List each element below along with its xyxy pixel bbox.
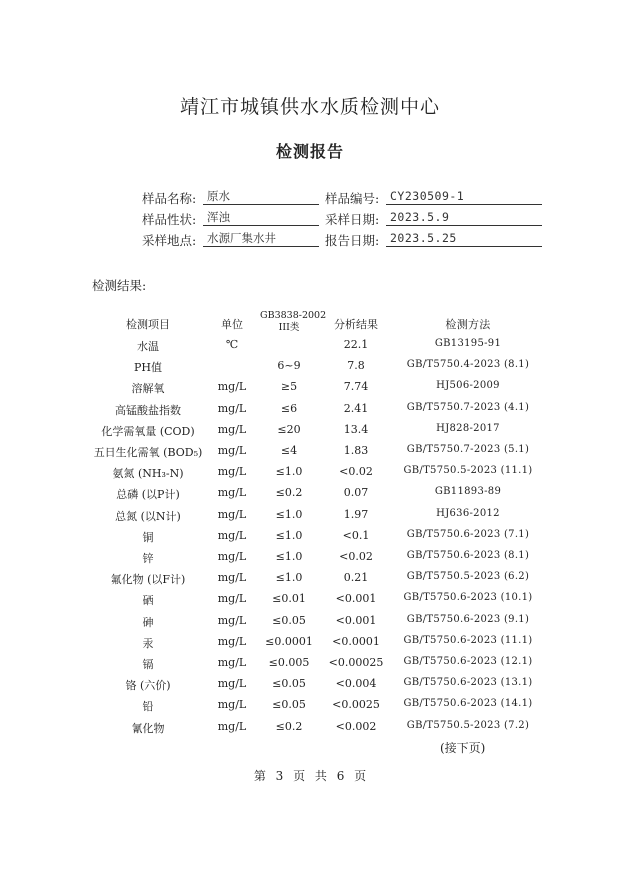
cell-result: <0.02: [339, 550, 373, 563]
sampling-date-label: 采样日期:: [325, 212, 380, 227]
cell-item: 氨氮 (NH₃-N): [112, 467, 184, 480]
cell-item: 五日生化需氧 (BOD₅): [93, 446, 203, 459]
cell-standard: ≤0.01: [272, 592, 306, 605]
cell-method: GB/T5750.6-2023 (9.1): [406, 614, 530, 625]
cell-item: 汞: [142, 637, 154, 650]
sample-state-label: 样品性状:: [142, 212, 197, 227]
cell-item: 总磷 (以P计): [116, 488, 180, 501]
cell-result: <0.0025: [332, 698, 380, 711]
cell-method: GB/T5750.5-2023 (6.2): [406, 571, 530, 582]
cell-standard: ≤4: [280, 444, 298, 457]
cell-item: 化学需氧量 (COD): [101, 425, 195, 438]
cell-result: 13.4: [343, 423, 369, 436]
cell-method: GB11893-89: [434, 486, 502, 497]
cell-method: GB/T5750.6-2023 (14.1): [403, 698, 533, 709]
cell-result: <0.02: [339, 465, 373, 478]
cell-result: 1.83: [343, 444, 369, 457]
cell-method: GB/T5750.6-2023 (11.1): [403, 635, 533, 646]
report-date-value: 2023.5.25: [386, 231, 542, 247]
cell-item: 高锰酸盐指数: [115, 404, 181, 417]
cell-method: HJ506-2009: [436, 380, 500, 391]
cell-standard: 6~9: [277, 359, 301, 372]
header-unit: 单位: [221, 318, 243, 331]
cell-unit: mg/L: [217, 635, 247, 648]
cell-unit: ℃: [225, 338, 239, 351]
cell-method: GB13195-91: [434, 338, 502, 349]
organization-title: 靖江市城镇供水水质检测中心: [179, 96, 440, 118]
cell-standard: ≤1.0: [275, 529, 303, 542]
cell-unit: mg/L: [217, 402, 247, 415]
sampling-location-label: 采样地点:: [142, 233, 197, 248]
cell-unit: mg/L: [217, 592, 247, 605]
cell-result: <0.00025: [328, 656, 384, 669]
cell-unit: mg/L: [217, 614, 247, 627]
cell-standard: ≥5: [280, 380, 298, 393]
cell-result: 7.74: [343, 380, 369, 393]
cell-method: GB/T5750.6-2023 (13.1): [403, 677, 533, 688]
cell-item: 总氮 (以N计): [115, 510, 181, 523]
cell-result: <0.004: [335, 677, 377, 690]
header-standard-line1: GB3838-2002: [260, 310, 327, 321]
cell-standard: ≤0.005: [268, 656, 310, 669]
cell-method: GB/T5750.6-2023 (8.1): [406, 550, 530, 561]
cell-result: 7.8: [347, 359, 365, 372]
cell-item: 锌: [142, 552, 154, 565]
page-number: 第 3 页 共 6 页: [253, 769, 367, 783]
cell-result: 2.41: [343, 402, 369, 415]
cell-standard: ≤0.05: [272, 614, 306, 627]
cell-standard: ≤6: [280, 402, 298, 415]
header-item: 检测项目: [126, 318, 170, 331]
cell-unit: mg/L: [217, 380, 247, 393]
cell-standard: ≤0.0001: [265, 635, 313, 648]
cell-unit: mg/L: [217, 423, 247, 436]
cell-method: HJ828-2017: [436, 423, 500, 434]
header-result: 分析结果: [334, 318, 378, 331]
cell-unit: mg/L: [217, 508, 247, 521]
report-title: 检测报告: [275, 142, 344, 161]
cell-standard: ≤0.05: [272, 698, 306, 711]
cell-unit: mg/L: [217, 486, 247, 499]
cell-item: 硒: [142, 594, 154, 607]
header-method: 检测方法: [445, 318, 491, 331]
cell-unit: mg/L: [217, 656, 247, 669]
cell-method: GB/T5750.6-2023 (10.1): [403, 592, 533, 603]
sample-state-value: 浑浊: [203, 210, 319, 226]
cell-method: GB/T5750.4-2023 (8.1): [406, 359, 530, 370]
sample-code-label: 样品编号:: [325, 191, 380, 206]
cell-item: PH值: [134, 361, 162, 374]
cell-result: <0.002: [335, 720, 377, 733]
cell-method: GB/T5750.6-2023 (7.1): [406, 529, 530, 540]
cell-unit: mg/L: [217, 698, 247, 711]
cell-item: 砷: [142, 616, 154, 629]
cell-item: 镉: [142, 658, 154, 671]
cell-unit: mg/L: [217, 465, 247, 478]
sampling-date-value: 2023.5.9: [386, 210, 542, 226]
cell-result: <0.0001: [332, 635, 380, 648]
cell-standard: ≤0.2: [275, 486, 303, 499]
cell-result: 0.07: [343, 486, 369, 499]
continued-note: (接下页): [440, 741, 486, 755]
cell-item: 氟化物 (以F计): [110, 573, 186, 586]
results-label: 检测结果:: [92, 278, 147, 293]
cell-method: HJ636-2012: [436, 508, 500, 519]
sample-code-value: CY230509-1: [386, 189, 542, 205]
cell-unit: mg/L: [217, 444, 247, 457]
cell-standard: ≤20: [277, 423, 301, 436]
cell-item: 水温: [137, 340, 159, 353]
header-standard-line2: III类: [278, 322, 300, 333]
cell-unit: mg/L: [217, 550, 247, 563]
cell-item: 溶解氧: [131, 382, 165, 395]
cell-standard: ≤1.0: [275, 508, 303, 521]
cell-standard: ≤1.0: [275, 550, 303, 563]
cell-standard: ≤1.0: [275, 465, 303, 478]
cell-result: <0.001: [335, 614, 377, 627]
cell-method: GB/T5750.5-2023 (7.2): [406, 720, 530, 731]
sample-name-label: 样品名称:: [142, 191, 197, 206]
cell-unit: mg/L: [217, 529, 247, 542]
cell-result: <0.1: [342, 529, 370, 542]
cell-result: 1.97: [343, 508, 369, 521]
cell-standard: ≤0.05: [272, 677, 306, 690]
cell-method: GB/T5750.5-2023 (11.1): [403, 465, 533, 476]
cell-item: 铬 (六价): [125, 679, 171, 692]
cell-method: GB/T5750.6-2023 (12.1): [403, 656, 533, 667]
cell-method: GB/T5750.7-2023 (4.1): [406, 402, 530, 413]
cell-item: 铅: [142, 700, 154, 713]
cell-standard: ≤0.2: [275, 720, 303, 733]
cell-unit: mg/L: [217, 571, 247, 584]
cell-unit: mg/L: [217, 677, 247, 690]
cell-unit: mg/L: [217, 720, 247, 733]
cell-method: GB/T5750.7-2023 (5.1): [406, 444, 530, 455]
cell-standard: ≤1.0: [275, 571, 303, 584]
report-date-label: 报告日期:: [325, 233, 380, 248]
cell-result: 22.1: [343, 338, 369, 351]
cell-result: 0.21: [343, 571, 369, 584]
cell-item: 铜: [142, 531, 154, 544]
cell-item: 氰化物: [131, 722, 165, 735]
sample-name-value: 原水: [203, 189, 319, 205]
sampling-location-value: 水源厂集水井: [203, 231, 319, 247]
cell-result: <0.001: [335, 592, 377, 605]
